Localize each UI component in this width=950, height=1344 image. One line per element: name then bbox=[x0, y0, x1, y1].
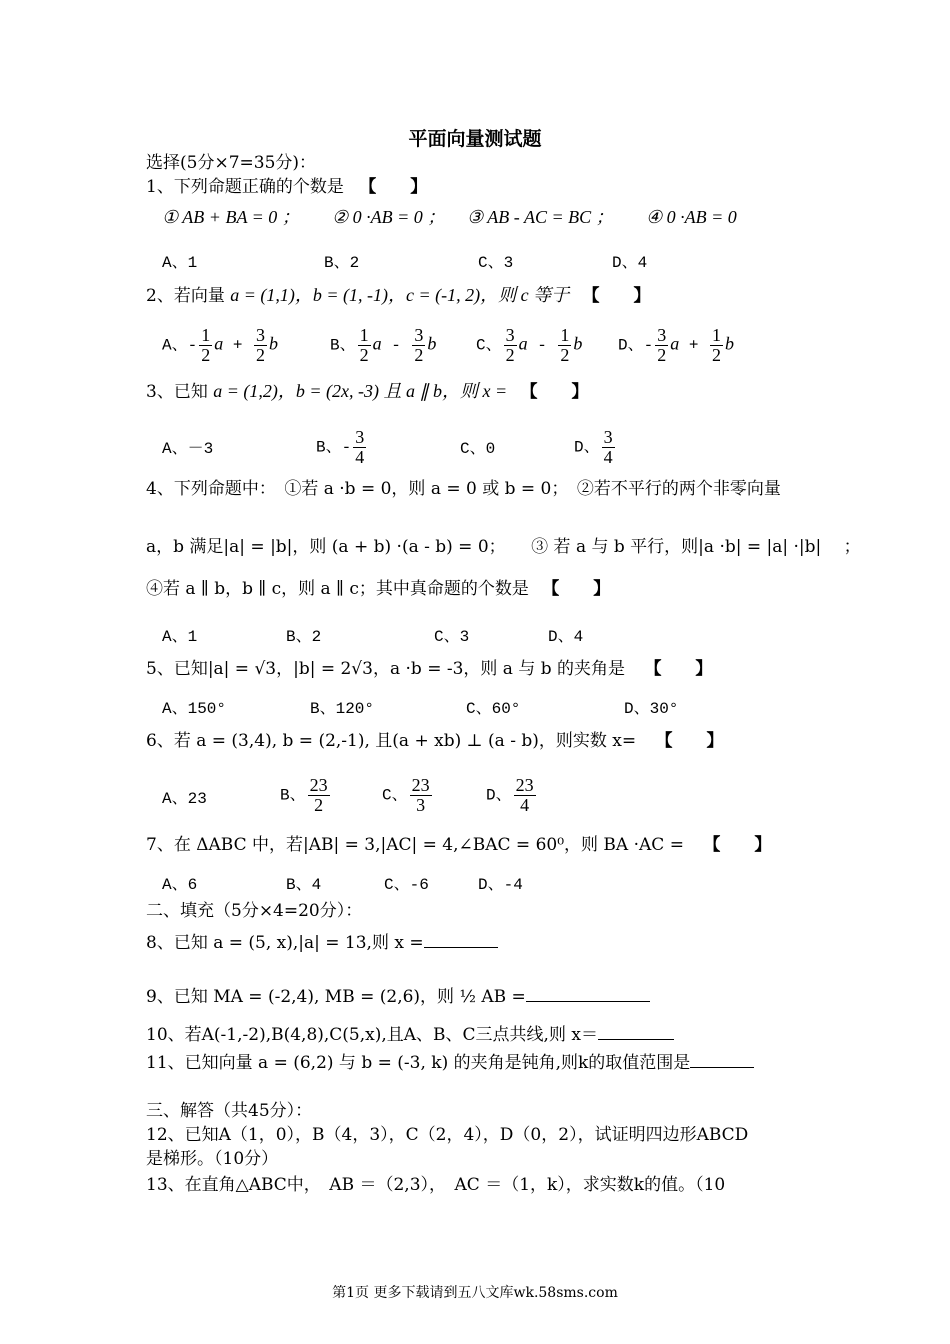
fraction: $\frac{3}{4}$ bbox=[603, 427, 613, 467]
q6-option-b bbox=[280, 776, 332, 815]
fraction: $\frac{23}{4}$ bbox=[515, 775, 534, 815]
fraction: $\frac{23}{3}$ bbox=[411, 775, 430, 815]
question-12-line-2: 是梯形。（10分） bbox=[146, 1149, 279, 1169]
q1-item-3: ③ AB - AC = BC ； bbox=[467, 207, 614, 227]
q5-option-a: A、150° bbox=[162, 700, 227, 718]
question-6-text: 6、若 a = (3,4), b = (2,-1), 且(a + xb) ⊥ (a - b)，则实数 x= bbox=[146, 731, 637, 751]
answer-bracket: 【 】 bbox=[520, 382, 589, 402]
fraction: $\frac{3}{2}$ bbox=[414, 325, 424, 365]
question-1-text: 1、下列命题正确的个数是 bbox=[146, 177, 344, 197]
question-1-stem bbox=[146, 176, 428, 198]
answer-bracket: 【 】 bbox=[655, 731, 724, 751]
answer-bracket: 【 】 bbox=[542, 579, 611, 599]
q2-option-b: B、 $\frac{1}{2}$ a - $\frac{3}{2}$ b bbox=[330, 325, 437, 365]
section-fill-header: 二、填充（5分×4=20分）： bbox=[146, 901, 363, 921]
answer-bracket: 【 】 bbox=[582, 286, 651, 306]
q3-option-b bbox=[316, 428, 368, 467]
fraction: $\frac{3}{4}$ bbox=[355, 427, 365, 467]
question-7-stem bbox=[146, 834, 772, 856]
q5-option-c: C、60° bbox=[466, 700, 521, 718]
q2-option-a-label: A、- bbox=[162, 336, 198, 355]
q7-option-b: B、4 bbox=[286, 876, 322, 894]
question-3-stem bbox=[146, 380, 589, 403]
question-13: 13、在直角△ABC中， AB ＝（2,3）， AC ＝（1，k），求实数k的值。（10 bbox=[146, 1175, 726, 1195]
question-2-condition: a = (1,1)，b = (1, -1)，c = (-1, 2)，则 c 等于 bbox=[230, 285, 570, 305]
q2-option-c-label: C、 bbox=[476, 336, 502, 355]
q6-option-d bbox=[486, 776, 538, 815]
question-5-text: 5、已知|a| = √3，|b| = 2√3，a ·b = -3，则 a 与 b 的夹角是 bbox=[146, 659, 626, 679]
q4-option-a: A、1 bbox=[162, 628, 198, 646]
fraction: $\frac{3}{2}$ bbox=[256, 325, 266, 365]
q5-option-d: D、30° bbox=[624, 700, 679, 718]
question-3-text: 3、已知 bbox=[146, 382, 208, 402]
question-4-text: ④若 a ∥ b，b ∥ c，则 a ∥ c；其中真命题的个数是 bbox=[146, 579, 529, 599]
question-4-line-3 bbox=[146, 578, 611, 600]
q7-option-d: D、-4 bbox=[478, 876, 523, 894]
q2-option-d: D、- $\frac{3}{2}$ a + $\frac{1}{2}$ b bbox=[618, 325, 735, 365]
question-8-text: 8、已知 a = (5, x),|a| = 13,则 x = bbox=[146, 933, 424, 953]
q6-option-a: A、23 bbox=[162, 790, 207, 808]
q3-option-a: A、－3 bbox=[162, 440, 214, 458]
q6-option-c-label: C、 bbox=[382, 786, 408, 805]
answer-blank[interactable] bbox=[424, 933, 498, 948]
q3-option-c: C、0 bbox=[460, 440, 496, 458]
q4-option-d: D、4 bbox=[548, 628, 584, 646]
answer-blank[interactable] bbox=[598, 1025, 674, 1040]
fraction: $\frac{1}{2}$ bbox=[712, 325, 722, 365]
question-9-text: 9、已知 MA = (-2,4), MB = (2,6)，则 ½ AB = bbox=[146, 987, 526, 1007]
question-12-line-1: 12、已知A（1，0），B（4，3），C（2，4），D（0，2），试证明四边形ABCD bbox=[146, 1125, 749, 1145]
section-solve-header: 三、解答（共45分）： bbox=[146, 1101, 313, 1121]
question-5-stem bbox=[146, 658, 713, 680]
question-6-stem bbox=[146, 730, 724, 752]
fraction: $\frac{1}{2}$ bbox=[201, 325, 211, 365]
q2-option-b-label: B、 bbox=[330, 336, 356, 355]
section-choice-header: 选择(5分×7=35分)： bbox=[146, 153, 317, 173]
answer-bracket: 【 】 bbox=[703, 835, 772, 855]
question-9 bbox=[146, 986, 650, 1008]
q6-option-d-label: D、 bbox=[486, 786, 512, 805]
question-3-condition: a = (1,2)，b = (2x, -3) 且 a ∥ b，则 x = bbox=[213, 381, 508, 401]
question-11-text: 11、已知向量 a = (6,2) 与 b = (-3, k) 的夹角是钝角,则k的取值范围是 bbox=[146, 1053, 691, 1073]
q3-option-d bbox=[574, 428, 617, 467]
question-11 bbox=[146, 1052, 754, 1074]
question-4-line-1: 4、下列命题中： ①若 a ·b = 0，则 a = 0 或 b = 0； ②若不平行的两个非零向量 bbox=[146, 479, 781, 499]
q7-option-c: C、-6 bbox=[384, 876, 429, 894]
q2-option-a: A、- $\frac{1}{2}$ a + $\frac{3}{2}$ b bbox=[162, 325, 279, 365]
fraction: $\frac{1}{2}$ bbox=[560, 325, 570, 365]
fraction: $\frac{3}{2}$ bbox=[505, 325, 515, 365]
answer-blank[interactable] bbox=[526, 987, 650, 1002]
fraction: $\frac{23}{2}$ bbox=[309, 775, 328, 815]
page-title: 平面向量测试题 bbox=[408, 128, 542, 150]
question-2-stem bbox=[146, 284, 651, 307]
q6-option-b-label: B、 bbox=[280, 786, 306, 805]
question-8 bbox=[146, 932, 498, 954]
q4-option-c: C、3 bbox=[434, 628, 470, 646]
fraction: $\frac{3}{2}$ bbox=[657, 325, 667, 365]
q1-item-1: ① AB + BA = 0 ； bbox=[162, 207, 300, 227]
answer-bracket: 【 】 bbox=[359, 177, 428, 197]
question-10-text: 10、若A(-1,-2),B(4,8),C(5,x),且A、B、C三点共线,则 x＝ bbox=[146, 1025, 598, 1045]
q1-item-4: ④ 0 ·AB = 0 bbox=[646, 207, 737, 227]
q1-item-2: ② 0 ·AB = 0 ； bbox=[332, 207, 446, 227]
q3-option-d-label: D、 bbox=[574, 438, 600, 457]
question-4-line-2: a，b 满足|a| = |b|，则 (a + b) ·(a - b) = 0； ③ 若 a 与 b 平行，则|a ·b| = |a| ·|b| ； bbox=[146, 537, 861, 557]
fraction: $\frac{1}{2}$ bbox=[359, 325, 369, 365]
page-footer: 第1页 更多下载请到五八文库wk.58sms.com bbox=[332, 1285, 618, 1301]
q1-option-b: B、2 bbox=[324, 254, 360, 272]
answer-bracket: 【 】 bbox=[644, 659, 713, 679]
q1-option-a: A、1 bbox=[162, 254, 198, 272]
question-7-text: 7、在 ΔABC 中，若|AB| = 3,|AC| = 4,∠BAC = 60⁰，则 BA ·AC = bbox=[146, 835, 684, 855]
question-2-text: 2、若向量 bbox=[146, 286, 225, 306]
answer-blank[interactable] bbox=[690, 1053, 754, 1068]
q5-option-b: B、120° bbox=[310, 700, 375, 718]
q1-option-d: D、4 bbox=[612, 254, 648, 272]
q6-option-c bbox=[382, 776, 434, 815]
q2-option-c: C、 $\frac{3}{2}$ a - $\frac{1}{2}$ b bbox=[476, 325, 583, 365]
question-10 bbox=[146, 1024, 674, 1046]
q3-option-b-label: B、- bbox=[316, 438, 352, 457]
q4-option-b: B、2 bbox=[286, 628, 322, 646]
q2-option-d-label: D、- bbox=[618, 336, 654, 355]
q1-option-c: C、3 bbox=[478, 254, 514, 272]
q7-option-a: A、6 bbox=[162, 876, 198, 894]
